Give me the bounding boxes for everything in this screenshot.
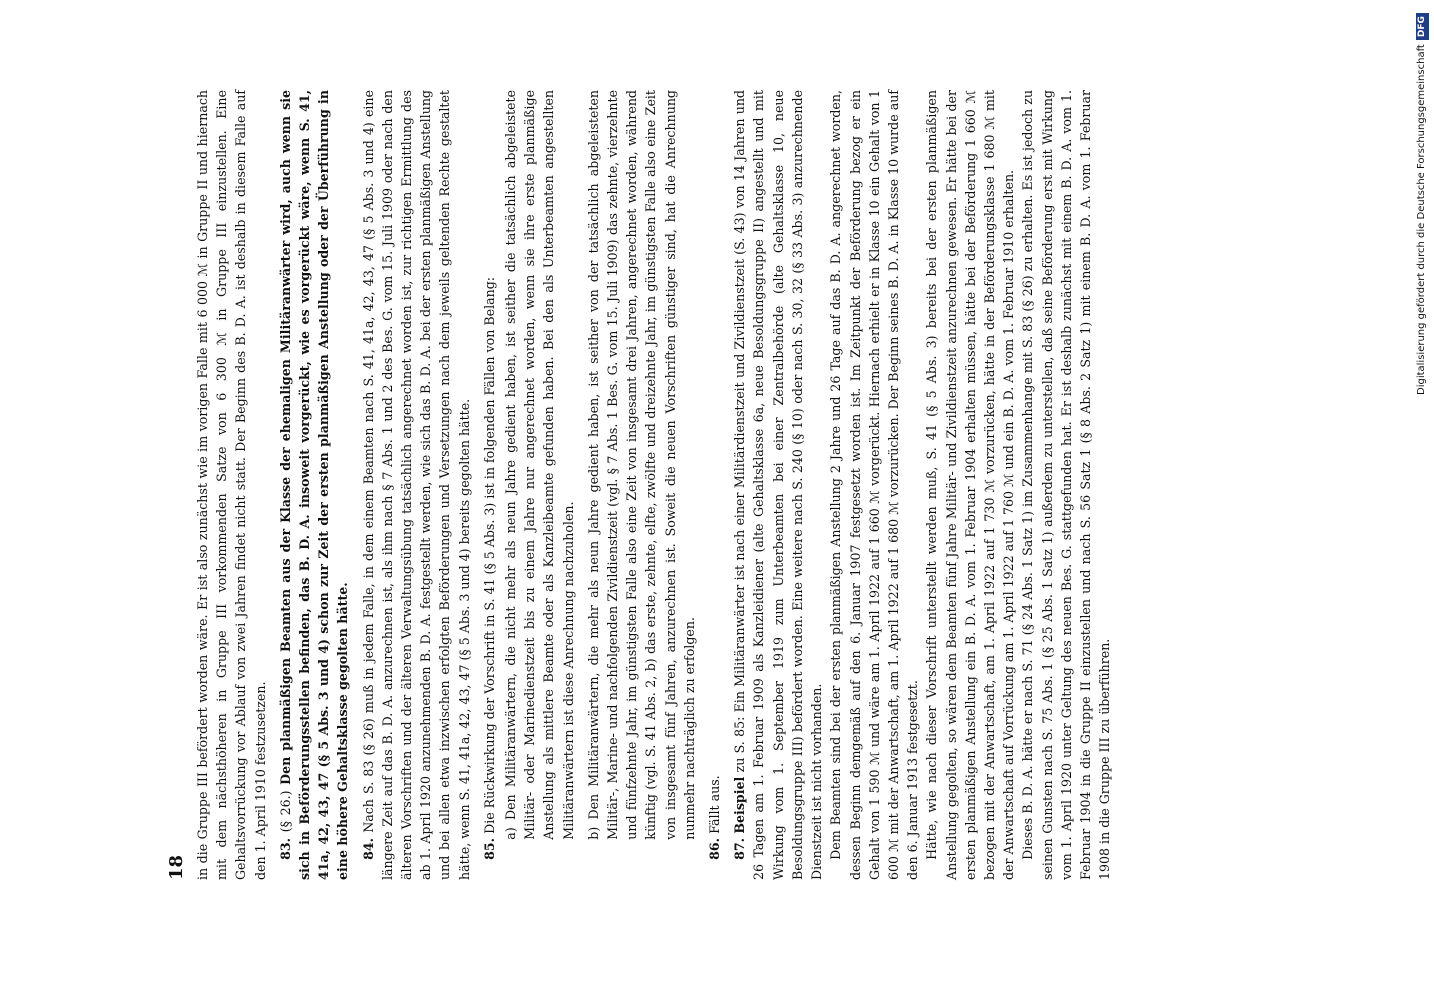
- section-87-label: Beispiel: [732, 776, 748, 834]
- section-85-item-b: [584, 90, 699, 840]
- section-84-number: 84.: [360, 837, 376, 860]
- item-a-label: a): [503, 827, 519, 840]
- section-86-text: Fällt aus.: [707, 775, 723, 834]
- paragraph-intro: in die Gruppe III befördert worden wäre. Er ist also zunächst wie im vorigen Falle mit 6 000 ℳ in Gruppe II und hiernach mit dem nächsthöheren in Gruppe III vorkommenden Satze von 6 300 ℳ in Gruppe III einzustellen. Eine Gehaltsvorrückung vor Ablauf von zwei Jahren findet nicht statt. Der Beginn des B. D. A. ist deshalb in diesem Falle auf den 1. April 1910 festzusetzen.: [195, 90, 268, 880]
- section-87-paragraph-2: Dem Beamten sind bei der ersten planmäßigen Anstellung 2 Jahre und 26 Tage auf das B. D. A. angerechnet worden, dessen Beginn demgemäß auf den 6. Januar 1907 festgesetzt worden ist. Im Zeitpunkt der Beförderung bezog er ein Gehalt von 1 590 ℳ und wäre am 1. April 1922 auf 1 660 ℳ vorgerückt. Hiernach erhielt er in Klasse 10 ein Gehalt von 1 600 ℳ mit der Anwartschaft, am 1. April 1922 auf 1 680 ℳ vorzurücken. Der Beginn seines B. D. A. in Klasse 10 wurde auf den 6. Januar 1913 festgesetzt.: [828, 90, 921, 880]
- section-83-number: 83.: [277, 837, 293, 860]
- section-87-paragraph-4: Dieses B. D. A. hätte er nach S. 71 (§ 24 Abs. 1 Satz 1) im Zusammenhange mit S. 83 (§ 26) zu erhalten. Es ist jedoch zu seinen Gunsten nach S. 75 Abs. 1 (§ 25 Abs. 1 Satz 1) außerdem zu unterstellen, daß seine Beförderung erst mit Wirkung vom 1. April 1920 unter Geltung des neuen Bes. G. stattgefunden hat. Er ist deshalb zunächst mit einem B. D. A. vom 1. Februar 1904 in die Gruppe II einzustellen und nach S. 56 Satz 1 (§ 8 Abs. 2 Satz 1) mit einem B. D. A. vom 1. Februar 1908 in die Gruppe III zu überführen.: [1020, 90, 1113, 880]
- section-83-ref: (§ 26.): [277, 790, 293, 833]
- document-page: [165, 90, 1135, 880]
- section-85-intro: Die Rückwirkung der Vorschrift in S. 41 (§ 5 Abs. 3) ist in folgenden Fällen von Belang:: [481, 276, 497, 834]
- section-87-text: zu S. 85: Ein Militäranwärter ist nach einer Militärdienstzeit und Zivildienstzeit (S. 43) von 14 Jahren und 26 Tagen am 1. Februar 1909 als Kanzleidiener (alte Gehaltsklasse 6a, neue Besoldungsgruppe II) angestellt und mit Wirkung vom 1. September 1919 zum Unterbeamten bei einer Zentralbehörde (alte Gehaltsklasse 10, neue Besoldungsgruppe III) befördert worden. Eine weitere nach S. 240 (§ 10) oder nach S. 30, 32 (§ 33 Abs. 3) anzurechnende Dienstzeit ist nicht vorhanden.: [732, 90, 825, 880]
- section-85: [480, 90, 499, 880]
- section-85-item-a: [501, 90, 578, 840]
- section-86: [705, 90, 724, 880]
- digitization-credit: [1415, 15, 1429, 395]
- section-87-number: 87.: [732, 837, 748, 860]
- digitization-credit-text: Digitalisierung gefördert durch die Deutsche Forschungsgemeinschaft: [1416, 44, 1427, 395]
- section-87-paragraph-3: Hätte, wie nach dieser Vorschrift unterstellt werden muß, S. 41 (§ 5 Abs. 3) bereits bei der ersten planmäßigen Anstellung gegolten, so wären dem Beamten fünf Jahre Militär- und Zivildienstzeit anzurechnen gewesen. Er hätte bei der ersten planmäßigen Anstellung ein B. D. A. vom 1. Februar 1904 erhalten müssen, hätte bei der Beförderung 1 660 ℳ bezogen mit der Anwartschaft, am 1. April 1922 auf 1 730 ℳ vorzurücken, hätte in der Beförderungsklasse 1 680 ℳ mit der Anwartschaft auf Vorrückung am 1. April 1922 auf 1 760 ℳ und ein B. D. A. vom 1. Februar 1910 erhalten.: [924, 90, 1017, 880]
- section-85-number: 85.: [481, 837, 497, 860]
- page-number: 18: [166, 854, 187, 880]
- section-84: [359, 90, 474, 880]
- section-87: [730, 90, 826, 880]
- section-83-text: Den planmäßigen Beamten aus der Klasse der ehemaligen Militäranwärter wird, auch wenn sie sich in Beförderungsstellen befinden, das B. D. A. insoweit vorgerückt, wie es vorgerückt wäre, wenn S. 41, 41a, 42, 43, 47 (§ 5 Abs. 3 und 4) schon zur Zeit der ersten planmäßigen Anstellung oder der Überführung in eine höhere Gehaltsklasse gegolten hätte.: [277, 90, 351, 880]
- dfg-logo-icon: DFG: [1416, 13, 1429, 40]
- item-b-text: Den Militäranwärtern, die mehr als neun Jahre gedient haben, ist seither von der tatsächlich abgeleisteten Militär-, Marine- und nachfolgenden Zivildienstzeit (vgl. § 7 Abs. 1 Bes. G. vom 15. Juli 1909) das zehnte, vierzehnte und fünfzehnte Jahr, im günstigsten Falle also eine Zeit von insgesamt drei Jahren, angerechnet worden, während künftig (vgl. S. 41 Abs. 2, b) das erste, zehnte, elfte, zwölfte und dreizehnte Jahr, im günstigsten Falle also eine Zeit von insgesamt fünf Jahren, anzurechnen ist. Soweit die neuen Vorschriften günstiger sind, hat die Anrechnung nunmehr nachträglich zu erfolgen.: [585, 90, 697, 840]
- section-86-number: 86.: [707, 837, 723, 860]
- item-b-label: b): [585, 826, 601, 840]
- section-84-text: Nach S. 83 (§ 26) muß in jedem Falle, in dem einem Beamten nach S. 41, 41a, 42, 43, 47 (§ 5 Abs. 3 und 4) eine längere Zeit auf das B. D. A. anzurechnen ist, als ihm nach § 7 Abs. 1 und 2 des Bes. G. vom 15. Juli 1909 oder nach den älteren Vorschriften und der älteren Verwaltungsübung tatsächlich angerechnet worden ist, zur richtigen Ermittlung des ab 1. April 1920 anzunehmenden B. D. A. festgestellt werden, wie sich das B. D. A. bei der ersten planmäßigen Anstellung und bei allen etwa inzwischen erfolgten Beförderungen und Versetzungen nach dem jeweils geltenden Rechte gestaltet hätte, wenn S. 41, 41a, 42, 43, 47 (§ 5 Abs. 3 und 4) bereits gegolten hätte.: [360, 90, 472, 880]
- section-83: [276, 90, 353, 880]
- item-a-text: Den Militäranwärtern, die nicht mehr als neun Jahre gedient haben, ist seither die tatsächlich abgeleistete Militär- oder Marinedienstzeit bis zu einem Jahre nur angerechnet worden, wenn sie ihre erste planmäßige Anstellung als mittlere Beamte oder als Kanzleibeamte gefunden haben. Bei den als Unterbeamten angestellten Militäranwärtern ist diese Anrechnung nachzuholen.: [503, 90, 576, 840]
